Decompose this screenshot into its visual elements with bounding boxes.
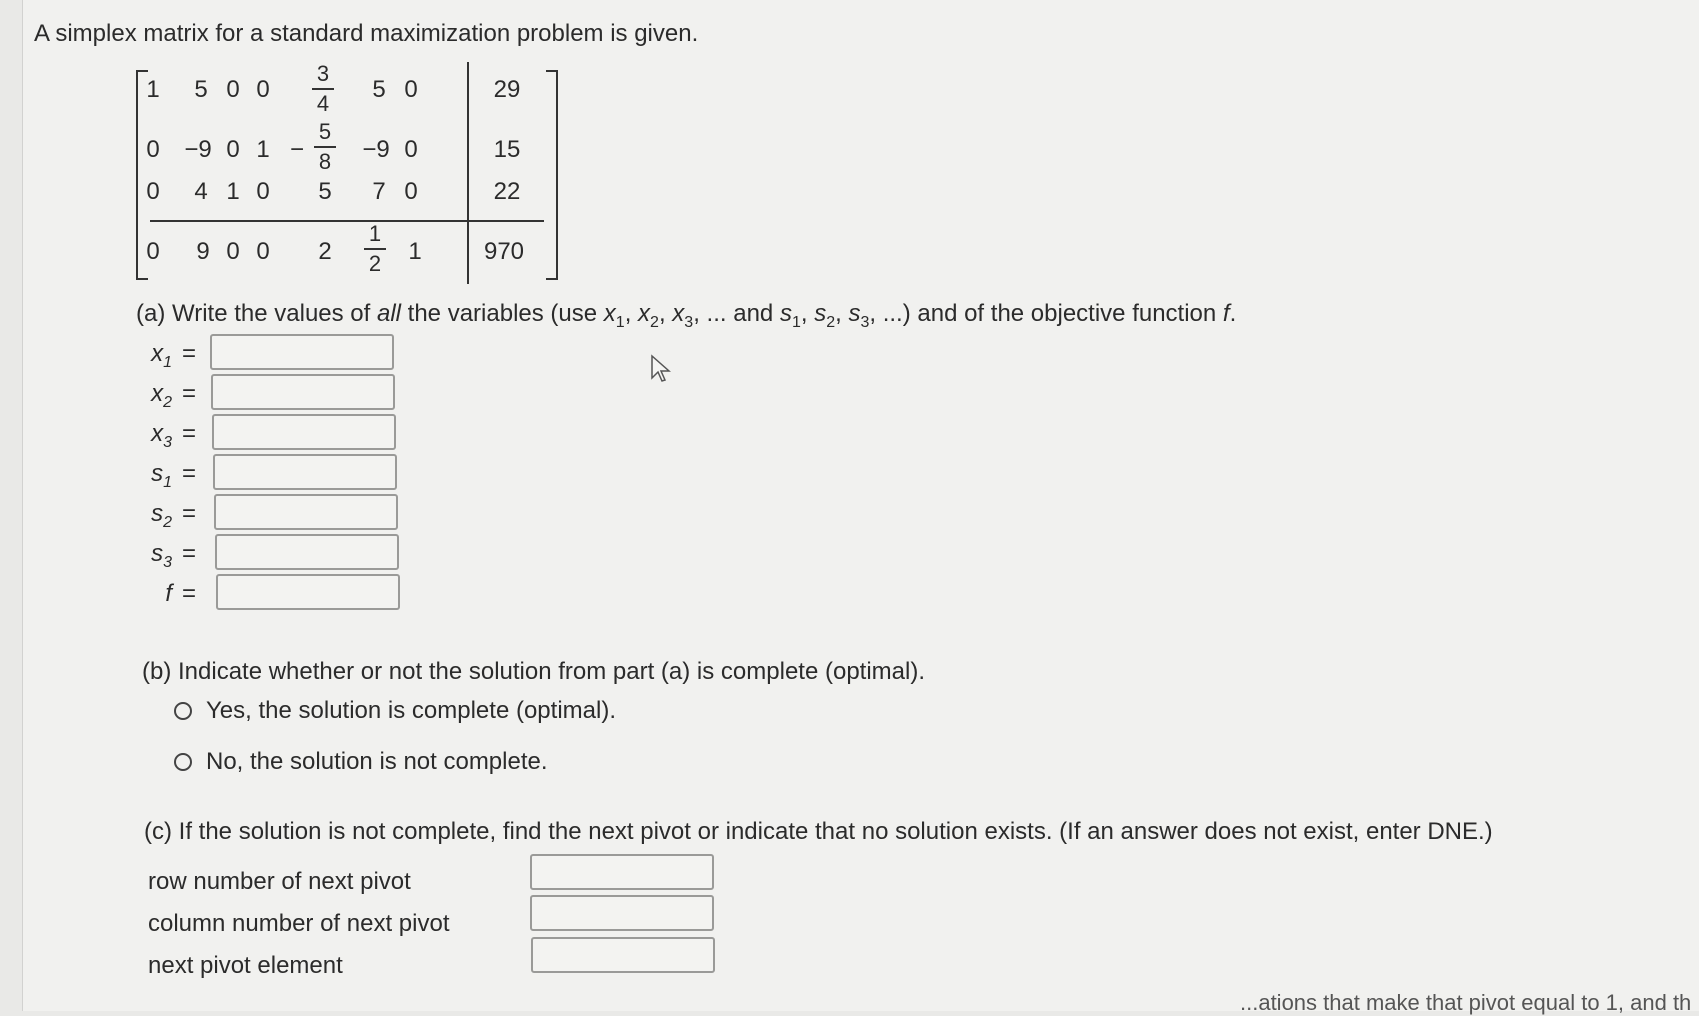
matrix-cell: 0 [256, 76, 270, 103]
var-f: f [1222, 300, 1230, 327]
matrix-fraction [306, 62, 340, 116]
matrix-cell: 0 [226, 76, 240, 103]
pivot-element-input[interactable] [531, 937, 715, 973]
radio-option-no[interactable] [174, 748, 548, 776]
matrix-cell: 0 [226, 136, 240, 163]
matrix-cell: 4 [194, 178, 208, 205]
prompt-text: A simplex matrix for a standard maximization problem is given. [34, 20, 699, 47]
fraction-denominator: 8 [318, 149, 332, 174]
matrix-cell: 5 [194, 76, 208, 103]
matrix-cell: 1 [226, 178, 240, 205]
comma: , [693, 300, 700, 327]
radio-button[interactable] [174, 702, 192, 720]
part-a-text: and of the objective function [917, 300, 1217, 327]
label-x2: $x_2$ = [151, 380, 196, 411]
matrix-fraction [358, 222, 392, 276]
sub-2: 2 [826, 313, 836, 331]
matrix-minus-sign: − [290, 136, 305, 163]
sub-3: 3 [684, 313, 694, 331]
sub-1: 1 [615, 313, 625, 331]
matrix-fraction [308, 120, 342, 174]
cutoff-text: ...ations that make that pivot equal to 1, and th [1240, 990, 1692, 1015]
matrix-cell: 5 [372, 76, 386, 103]
label-s1: $s_1$ = [151, 460, 196, 491]
part-a-text: (a) Write the values of [136, 300, 377, 327]
radio-option-yes[interactable] [174, 697, 616, 725]
matrix-cell: 5 [318, 178, 332, 205]
matrix-divider-horizontal [150, 220, 544, 222]
s3-input[interactable] [215, 534, 399, 570]
part-a-question [136, 300, 1236, 332]
sub-3: 3 [860, 313, 870, 331]
matrix-cell: −9 [362, 136, 390, 163]
var-s: s [779, 300, 792, 327]
part-b-question: (b) Indicate whether or not the solution from part (a) is complete (optimal). [142, 658, 925, 685]
matrix-cell: 1 [146, 76, 160, 103]
comma: , [800, 300, 808, 327]
fraction-numerator: 5 [318, 119, 332, 144]
period: . [1229, 300, 1237, 327]
radio-no-label: No, the solution is not complete. [206, 748, 548, 775]
label-x1: $x_1$ = [151, 340, 196, 371]
s2-input[interactable] [214, 494, 398, 530]
sub-2: 2 [650, 313, 659, 331]
label-s2: $s_2$ = [151, 500, 196, 531]
and-text: and [733, 300, 774, 327]
ellipsis: ... [706, 300, 727, 327]
var-x: x [672, 300, 685, 327]
var-s: s [848, 300, 861, 327]
fraction-denominator: 2 [368, 251, 382, 276]
part-c-question: (c) If the solution is not complete, find the next pivot or indicate that no solution exists. (If an answer does not exist, enter DNE.) [144, 818, 1493, 845]
column-pivot-label: column number of next pivot [148, 910, 450, 937]
matrix-cell: 22 [493, 178, 521, 205]
row-pivot-label: row number of next pivot [148, 868, 411, 895]
x3-input[interactable] [212, 414, 396, 450]
label-s3: $s_3$ = [151, 540, 196, 571]
matrix-cell: 0 [404, 136, 418, 163]
var-s: s [814, 300, 827, 327]
part-a-emphasis: all [376, 300, 401, 327]
matrix-cell: 7 [372, 178, 386, 205]
matrix-cell: 0 [256, 178, 270, 205]
simplex-matrix [132, 62, 562, 284]
radio-button[interactable] [174, 753, 192, 771]
matrix-cell: 0 [404, 178, 418, 205]
comma: , [835, 300, 842, 327]
fraction-numerator: 1 [368, 221, 382, 246]
pivot-element-label: next pivot element [148, 952, 343, 979]
fraction-bar [314, 146, 336, 148]
x2-input[interactable] [211, 374, 395, 410]
matrix-cell: 15 [493, 136, 521, 163]
part-a-text: the variables (use [401, 300, 604, 327]
fraction-bar [312, 88, 334, 90]
fraction-bar [364, 248, 386, 250]
sub-1: 1 [791, 313, 801, 331]
matrix-cell: 2 [318, 238, 332, 265]
comma: , [869, 300, 877, 327]
matrix-cell: 970 [483, 238, 525, 265]
var-x: x [638, 300, 651, 327]
comma: , [624, 300, 632, 327]
matrix-cell: −9 [184, 136, 212, 163]
column-pivot-input[interactable] [530, 895, 714, 931]
matrix-cell: 1 [408, 238, 422, 265]
radio-yes-label: Yes, the solution is complete (optimal). [206, 697, 616, 724]
matrix-right-bracket [546, 70, 558, 280]
matrix-cell: 9 [196, 238, 210, 265]
matrix-cell: 0 [256, 238, 270, 265]
matrix-cell: 0 [404, 76, 418, 103]
ellipsis: ... [882, 300, 903, 327]
x1-input[interactable] [210, 334, 394, 370]
matrix-cell: 0 [146, 136, 160, 163]
matrix-divider-vertical [467, 62, 469, 284]
matrix-cell: 29 [493, 76, 521, 103]
matrix-cell: 1 [256, 136, 270, 163]
comma: , [658, 300, 666, 327]
label-x3: $x_3$ = [151, 420, 196, 451]
var-x: x [603, 300, 616, 327]
fraction-denominator: 4 [316, 91, 330, 116]
paren: ) [902, 300, 911, 327]
mouse-pointer-icon [650, 354, 672, 384]
matrix-cell: 0 [226, 238, 240, 265]
fraction-numerator: 3 [316, 61, 330, 86]
matrix-cell: 0 [146, 178, 160, 205]
f-input[interactable] [216, 574, 400, 610]
label-f: f = [165, 580, 196, 607]
s1-input[interactable] [213, 454, 397, 490]
matrix-cell: 0 [146, 238, 160, 265]
row-pivot-input[interactable] [530, 854, 714, 890]
